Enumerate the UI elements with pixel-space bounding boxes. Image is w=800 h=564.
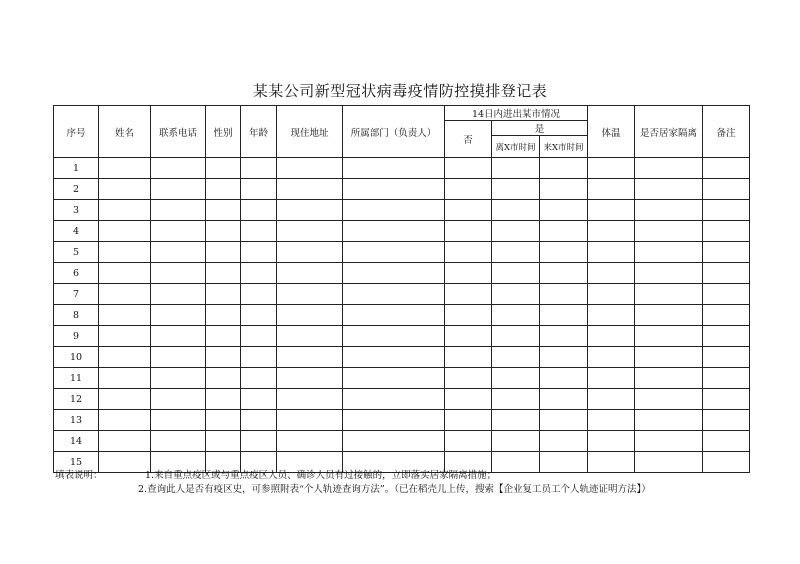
table-cell[interactable] <box>151 368 206 389</box>
table-cell[interactable] <box>241 305 277 326</box>
header-leave-time: 离X市时间 <box>492 136 540 158</box>
table-cell[interactable] <box>635 410 703 431</box>
table-cell[interactable] <box>151 284 206 305</box>
table-cell[interactable] <box>492 431 540 452</box>
table-cell[interactable] <box>445 158 492 179</box>
table-cell[interactable] <box>99 410 151 431</box>
table-cell[interactable] <box>703 326 750 347</box>
table-cell[interactable] <box>445 305 492 326</box>
table-cell[interactable] <box>703 284 750 305</box>
table-cell[interactable] <box>703 305 750 326</box>
table-row <box>54 389 750 410</box>
table-cell[interactable] <box>588 347 635 368</box>
table-cell[interactable] <box>206 221 241 242</box>
table-cell[interactable] <box>703 410 750 431</box>
table-cell[interactable] <box>241 389 277 410</box>
table-cell[interactable] <box>445 410 492 431</box>
table-cell[interactable] <box>206 284 241 305</box>
instruction-2: 2.查询此人是否有疫区史，可参照附表“个人轨迹查询方法”。（已在稻壳儿上传，搜索【企业复工员工个人轨迹证明方法】） <box>138 484 651 495</box>
table-cell[interactable] <box>445 179 492 200</box>
header-arrive-time: 来X市时间 <box>540 136 588 158</box>
table-cell[interactable] <box>635 368 703 389</box>
instructions <box>55 469 651 525</box>
table-cell[interactable] <box>492 200 540 221</box>
table-cell[interactable] <box>588 242 635 263</box>
instructions-label: 填表说明： <box>55 470 103 481</box>
table-cell[interactable] <box>277 242 343 263</box>
table-cell[interactable] <box>492 221 540 242</box>
table-cell[interactable] <box>635 263 703 284</box>
table-cell[interactable] <box>703 431 750 452</box>
table-cell[interactable] <box>445 326 492 347</box>
table-row <box>54 326 750 347</box>
table-cell[interactable] <box>277 179 343 200</box>
row-number: 11 <box>54 368 99 389</box>
table-cell[interactable] <box>492 326 540 347</box>
table-cell[interactable] <box>540 368 588 389</box>
header-no: 否 <box>445 121 492 158</box>
table-cell[interactable] <box>540 263 588 284</box>
table-cell[interactable] <box>206 305 241 326</box>
table-cell[interactable] <box>540 431 588 452</box>
table-cell[interactable] <box>99 242 151 263</box>
table-cell[interactable] <box>703 158 750 179</box>
table-cell[interactable] <box>635 242 703 263</box>
table-cell[interactable] <box>703 452 750 473</box>
table-cell[interactable] <box>277 305 343 326</box>
table-cell[interactable] <box>445 347 492 368</box>
table-cell[interactable] <box>540 410 588 431</box>
table-row <box>54 200 750 221</box>
table-cell[interactable] <box>206 368 241 389</box>
table-cell[interactable] <box>277 158 343 179</box>
table-cell[interactable] <box>277 200 343 221</box>
row-number: 2 <box>54 179 99 200</box>
table-row <box>54 305 750 326</box>
table-cell[interactable] <box>588 431 635 452</box>
table-cell[interactable] <box>206 242 241 263</box>
table-cell[interactable] <box>343 410 445 431</box>
table-cell[interactable] <box>206 347 241 368</box>
header-remarks: 备注 <box>703 106 750 158</box>
table-cell[interactable] <box>99 368 151 389</box>
row-number: 5 <box>54 242 99 263</box>
registration-table <box>53 105 750 473</box>
row-number: 14 <box>54 431 99 452</box>
row-number: 7 <box>54 284 99 305</box>
table-cell[interactable] <box>588 452 635 473</box>
header-department: 所属部门（负责人） <box>343 106 445 158</box>
table-cell[interactable] <box>588 305 635 326</box>
table-cell[interactable] <box>492 305 540 326</box>
table-cell[interactable] <box>588 284 635 305</box>
table-cell[interactable] <box>277 410 343 431</box>
table-cell[interactable] <box>241 179 277 200</box>
table-row <box>54 242 750 263</box>
table-cell[interactable] <box>343 284 445 305</box>
table-cell[interactable] <box>151 242 206 263</box>
table-cell[interactable] <box>241 347 277 368</box>
table-cell[interactable] <box>540 179 588 200</box>
table-cell[interactable] <box>492 158 540 179</box>
row-number: 15 <box>54 452 99 473</box>
table-cell[interactable] <box>703 221 750 242</box>
table-cell[interactable] <box>492 368 540 389</box>
table-cell[interactable] <box>343 242 445 263</box>
table-cell[interactable] <box>277 326 343 347</box>
table-cell[interactable] <box>343 179 445 200</box>
header-phone: 联系电话 <box>151 106 206 158</box>
row-number: 6 <box>54 263 99 284</box>
table-cell[interactable] <box>343 389 445 410</box>
table-cell[interactable] <box>635 389 703 410</box>
table-cell[interactable] <box>492 242 540 263</box>
row-number: 4 <box>54 221 99 242</box>
table-cell[interactable] <box>540 347 588 368</box>
header-seq: 序号 <box>54 106 99 158</box>
table-cell[interactable] <box>206 431 241 452</box>
table-cell[interactable] <box>540 284 588 305</box>
table-cell[interactable] <box>343 263 445 284</box>
table-cell[interactable] <box>99 431 151 452</box>
table-cell[interactable] <box>277 221 343 242</box>
table-cell[interactable] <box>588 263 635 284</box>
table-cell[interactable] <box>635 347 703 368</box>
table-cell[interactable] <box>703 242 750 263</box>
header-temperature: 体温 <box>588 106 635 158</box>
table-cell[interactable] <box>635 284 703 305</box>
table-row <box>54 221 750 242</box>
table-row <box>54 410 750 431</box>
table-cell[interactable] <box>492 347 540 368</box>
table-row <box>54 263 750 284</box>
table-row <box>54 179 750 200</box>
table-cell[interactable] <box>540 305 588 326</box>
table-cell[interactable] <box>241 158 277 179</box>
table-cell[interactable] <box>588 368 635 389</box>
table-cell[interactable] <box>241 284 277 305</box>
table-cell[interactable] <box>241 431 277 452</box>
table-cell[interactable] <box>206 326 241 347</box>
table-cell[interactable] <box>588 179 635 200</box>
table-cell[interactable] <box>635 221 703 242</box>
table-cell[interactable] <box>99 284 151 305</box>
table-cell[interactable] <box>206 263 241 284</box>
row-number: 12 <box>54 389 99 410</box>
table-cell[interactable] <box>241 221 277 242</box>
table-cell[interactable] <box>151 410 206 431</box>
table-cell[interactable] <box>492 389 540 410</box>
table-row <box>54 158 750 179</box>
table-cell[interactable] <box>492 179 540 200</box>
table-cell[interactable] <box>277 284 343 305</box>
header-yes: 是 <box>492 121 588 136</box>
table-cell[interactable] <box>635 305 703 326</box>
table-cell[interactable] <box>540 158 588 179</box>
header-home-isolation: 是否居家隔离 <box>635 106 703 158</box>
table-cell[interactable] <box>445 368 492 389</box>
table-cell[interactable] <box>445 242 492 263</box>
table-cell[interactable] <box>99 326 151 347</box>
table-cell[interactable] <box>241 242 277 263</box>
table-cell[interactable] <box>703 179 750 200</box>
table-cell[interactable] <box>151 326 206 347</box>
table-row <box>54 284 750 305</box>
table-cell[interactable] <box>241 410 277 431</box>
table-cell[interactable] <box>151 305 206 326</box>
table-cell[interactable] <box>635 431 703 452</box>
table-cell[interactable] <box>99 347 151 368</box>
table-cell[interactable] <box>151 221 206 242</box>
table-cell[interactable] <box>343 158 445 179</box>
table-row <box>54 368 750 389</box>
table-cell[interactable] <box>241 368 277 389</box>
table-cell[interactable] <box>703 263 750 284</box>
table-cell[interactable] <box>492 284 540 305</box>
table-cell[interactable] <box>445 431 492 452</box>
table-cell[interactable] <box>588 200 635 221</box>
table-cell[interactable] <box>206 200 241 221</box>
table-cell[interactable] <box>635 326 703 347</box>
table-cell[interactable] <box>635 158 703 179</box>
table-cell[interactable] <box>277 431 343 452</box>
instruction-1: 1.来自重点疫区或与重点疫区人员、确诊人员有过接触的，立即落实居家隔离措施； <box>145 470 497 481</box>
row-number: 9 <box>54 326 99 347</box>
table-cell[interactable] <box>445 221 492 242</box>
table-cell[interactable] <box>99 179 151 200</box>
table-cell[interactable] <box>445 263 492 284</box>
table-cell[interactable] <box>343 326 445 347</box>
table-cell[interactable] <box>343 368 445 389</box>
header-gender: 性别 <box>206 106 241 158</box>
header-address: 现住地址 <box>277 106 343 158</box>
table-cell[interactable] <box>241 263 277 284</box>
table-cell[interactable] <box>540 242 588 263</box>
table-cell[interactable] <box>99 200 151 221</box>
table-cell[interactable] <box>343 200 445 221</box>
table-cell[interactable] <box>635 452 703 473</box>
table-cell[interactable] <box>540 200 588 221</box>
table-cell[interactable] <box>151 431 206 452</box>
table-cell[interactable] <box>540 326 588 347</box>
table-cell[interactable] <box>151 263 206 284</box>
table-cell[interactable] <box>277 347 343 368</box>
table-cell[interactable] <box>343 305 445 326</box>
table-cell[interactable] <box>588 389 635 410</box>
table-cell[interactable] <box>343 431 445 452</box>
table-cell[interactable] <box>99 305 151 326</box>
table-cell[interactable] <box>703 368 750 389</box>
table-cell[interactable] <box>277 263 343 284</box>
table-cell[interactable] <box>540 452 588 473</box>
table-cell[interactable] <box>703 389 750 410</box>
table-cell[interactable] <box>151 389 206 410</box>
table-cell[interactable] <box>99 389 151 410</box>
table-cell[interactable] <box>540 221 588 242</box>
table-cell[interactable] <box>99 452 151 473</box>
table-cell[interactable] <box>588 221 635 242</box>
table-cell[interactable] <box>151 158 206 179</box>
table-cell[interactable] <box>588 410 635 431</box>
table-cell[interactable] <box>635 179 703 200</box>
table-cell[interactable] <box>703 200 750 221</box>
table-cell[interactable] <box>445 284 492 305</box>
table-cell[interactable] <box>151 347 206 368</box>
table-cell[interactable] <box>588 158 635 179</box>
table-cell[interactable] <box>635 200 703 221</box>
row-number: 8 <box>54 305 99 326</box>
table-cell[interactable] <box>151 179 206 200</box>
table-row <box>54 347 750 368</box>
table-cell[interactable] <box>445 200 492 221</box>
table-cell[interactable] <box>99 221 151 242</box>
header-travel-group: 14日内进出某市情况 <box>445 106 588 121</box>
table-cell[interactable] <box>343 347 445 368</box>
table-cell[interactable] <box>445 389 492 410</box>
table-cell[interactable] <box>277 368 343 389</box>
table-cell[interactable] <box>151 200 206 221</box>
row-number: 13 <box>54 410 99 431</box>
table-cell[interactable] <box>492 452 540 473</box>
table-cell[interactable] <box>206 389 241 410</box>
page-title: 某某公司新型冠状病毒疫情防控摸排登记表 <box>252 82 548 100</box>
table-cell[interactable] <box>99 263 151 284</box>
table-cell[interactable] <box>492 410 540 431</box>
header-name: 姓名 <box>99 106 151 158</box>
table-cell[interactable] <box>343 221 445 242</box>
table-cell[interactable] <box>241 326 277 347</box>
table-cell[interactable] <box>540 389 588 410</box>
row-number: 1 <box>54 158 99 179</box>
table-cell[interactable] <box>206 179 241 200</box>
table-cell[interactable] <box>241 200 277 221</box>
table-cell[interactable] <box>492 263 540 284</box>
table-cell[interactable] <box>206 410 241 431</box>
table-cell[interactable] <box>703 347 750 368</box>
table-row <box>54 431 750 452</box>
row-number: 3 <box>54 200 99 221</box>
table-cell[interactable] <box>206 158 241 179</box>
table-cell[interactable] <box>99 158 151 179</box>
table-cell[interactable] <box>277 389 343 410</box>
header-age: 年龄 <box>241 106 277 158</box>
table-cell[interactable] <box>588 326 635 347</box>
row-number: 10 <box>54 347 99 368</box>
